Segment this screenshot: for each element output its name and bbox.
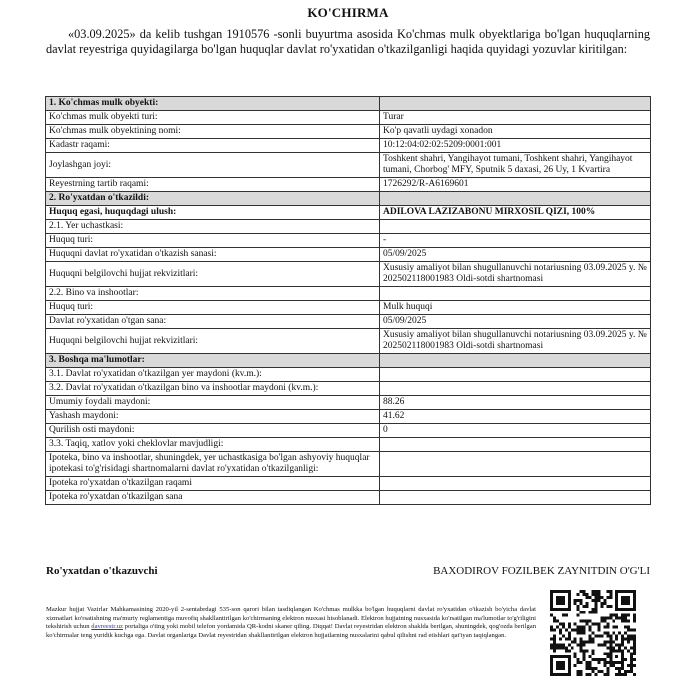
row-value: Xususiy amaliyot bilan shugullanuvchi notariusning 03.09.2025 y. № 202502118001983 Oldi-sotdi shartnomasi	[380, 262, 651, 287]
section-row	[46, 192, 651, 206]
row-label: Huquq turi:	[46, 301, 380, 315]
row-label: Qurilish osti maydoni:	[46, 424, 380, 438]
row-value: Xususiy amaliyot bilan shugullanuvchi notariusning 03.09.2025 y. № 202502118001983 Oldi-sotdi shartnomasi	[380, 329, 651, 354]
table-row	[46, 477, 651, 491]
table-row	[46, 153, 651, 178]
row-value	[380, 452, 651, 477]
row-label: Ipoteka, bino va inshootlar, shuningdek, yer uchastkasiga bo'lgan ashyoviy huquqlar ipotekasi to'g'risidagi shartnomalarni davlat ro'yxatidan o'tkazilganligi:	[46, 452, 380, 477]
row-value: Turar	[380, 111, 651, 125]
row-label: Ipoteka ro'yxatdan o'tkazilgan sana	[46, 491, 380, 505]
table-row	[46, 491, 651, 505]
row-label: Umumiy foydali maydoni:	[46, 396, 380, 410]
row-value: -	[380, 234, 651, 248]
registry-table	[45, 96, 651, 505]
row-value: ADILOVA LAZIZABONU MIRXOSIL QIZI, 100%	[380, 206, 651, 220]
document-title: KO'CHIRMA	[307, 5, 389, 20]
row-value	[380, 477, 651, 491]
table-row	[46, 438, 651, 452]
table-row	[46, 368, 651, 382]
row-value	[380, 382, 651, 396]
registrar-label: Ro'yxatdan o'tkazuvchi	[46, 565, 158, 577]
row-label: Yashash maydoni:	[46, 410, 380, 424]
section-row	[46, 354, 651, 368]
row-value: 10:12:04:02:02:5209:0001:001	[380, 139, 651, 153]
row-value	[380, 491, 651, 505]
row-value: Toshkent shahri, Yangihayot tumani, Toshkent shahri, Yangihayot tumani, Chorbog' MFY, Sputnik 5 daxasi, 26 Uy, 1 Kvartira	[380, 153, 651, 178]
row-value: Ko'p qavatli uydagi xonadon	[380, 125, 651, 139]
row-label: 3.2. Davlat ro'yxatidan o'tkazilgan bino va inshootlar maydoni (kv.m.):	[46, 382, 380, 396]
row-value: Mulk huquqi	[380, 301, 651, 315]
table-row	[46, 125, 651, 139]
row-value	[380, 354, 651, 368]
footer-text-before: Mazkur hujjat Vazirlar Mahkamasining 2020-yil 2-sentabrdagi 535-son qarori bilan tasdiqlangan Ko'chmas mulkka bo'lgan huquqlarni davlat ro'yxatidan o'tkazish bo'yicha davlat xizmatlari ko'rsatishning ma'muriy reglamentiga muvofiq shakllantirilgan ko'chirmaning elektron nusxasi hisoblanadi. Elektron hujjatning nusxasida ko'rsatilgan ma'lumotlar to'g'riligini tekshirish uchun	[46, 606, 536, 631]
row-label: Huquqni belgilovchi hujjat rekvizitlari:	[46, 262, 380, 287]
intro-paragraph: «03.09.2025» da kelib tushgan 1910576 -sonli buyurtma asosida Ko'chmas mulk obyektlariga bo'lgan huquqlarning davlat reyestriga quyidagilarga bo'lgan huquqlar davlat ro'yxatidan o'tkazilganligi haqida quyidagi yozuvlar kiritilgan:	[46, 27, 650, 56]
row-value	[380, 287, 651, 301]
table-row	[46, 220, 651, 234]
row-value	[380, 438, 651, 452]
row-label: Huquqni belgilovchi hujjat rekvizitlari:	[46, 329, 380, 354]
row-value	[380, 97, 651, 111]
row-label: Ko'chmas mulk obyekti turi:	[46, 111, 380, 125]
row-label: Ipoteka ro'yxatdan o'tkazilgan raqami	[46, 477, 380, 491]
row-value: 88.26	[380, 396, 651, 410]
table-row	[46, 301, 651, 315]
registrar-name: BAXODIROV FOZILBEK ZAYNITDIN O'G'LI	[433, 565, 650, 577]
row-value: 41.62	[380, 410, 651, 424]
table-row	[46, 178, 651, 192]
row-label: 3. Boshqa ma'lumotlar:	[46, 354, 380, 368]
table-row	[46, 234, 651, 248]
table-row	[46, 424, 651, 438]
row-label: 2.2. Bino va inshootlar:	[46, 287, 380, 301]
table-row	[46, 452, 651, 477]
row-label: 3.1. Davlat ro'yxatidan o'tkazilgan yer maydoni (kv.m.):	[46, 368, 380, 382]
qr-code-icon	[550, 590, 636, 676]
row-label: Joylashgan joyi:	[46, 153, 380, 178]
table-row	[46, 206, 651, 220]
footer-text-after: portaliga o'ting yoki mobil telefon yordamida QR-kodni skaner qiling. Diqqat! Davlat reyestridan elektron shaklda berilgan, shuningdek, qog'ozda berilgan ko'chirmalar teng yuridik kuchga ega. Davlat organlariga Davlat reyestridan shakllantirilgan elektron hujjatlarning nusxalarini qabul qilishni rad etishlari qat'iyan taqiqlangan.	[46, 623, 536, 640]
row-value: 05/09/2025	[380, 315, 651, 329]
row-label: Davlat ro'yxatidan o'tgan sana:	[46, 315, 380, 329]
table-row	[46, 139, 651, 153]
row-label: Kadastr raqami:	[46, 139, 380, 153]
row-label: Reyestrning tartib raqami:	[46, 178, 380, 192]
table-row	[46, 248, 651, 262]
footer-note	[46, 606, 536, 641]
row-value	[380, 192, 651, 206]
table-row	[46, 396, 651, 410]
table-row	[46, 287, 651, 301]
table-row	[46, 315, 651, 329]
row-label: 3.3. Taqiq, xatlov yoki cheklovlar mavjudligi:	[46, 438, 380, 452]
row-label: Huquqni davlat ro'yxatidan o'tkazish sanasi:	[46, 248, 380, 262]
section-row	[46, 97, 651, 111]
davreestr-link[interactable]: davreestr.uz	[91, 623, 123, 631]
row-label: 2. Ro'yxatdan o'tkazildi:	[46, 192, 380, 206]
row-label: Huquq egasi, huquqdagi ulush:	[46, 206, 380, 220]
row-label: 1. Ko'chmas mulk obyekti:	[46, 97, 380, 111]
table-row	[46, 262, 651, 287]
table-row	[46, 382, 651, 396]
table-row	[46, 111, 651, 125]
row-value: 1726292/R-A6169601	[380, 178, 651, 192]
row-value	[380, 220, 651, 234]
row-value: 0	[380, 424, 651, 438]
row-label: Ko'chmas mulk obyektining nomi:	[46, 125, 380, 139]
row-label: Huquq turi:	[46, 234, 380, 248]
row-value: 05/09/2025	[380, 248, 651, 262]
row-value	[380, 368, 651, 382]
row-label: 2.1. Yer uchastkasi:	[46, 220, 380, 234]
table-row	[46, 329, 651, 354]
table-row	[46, 410, 651, 424]
